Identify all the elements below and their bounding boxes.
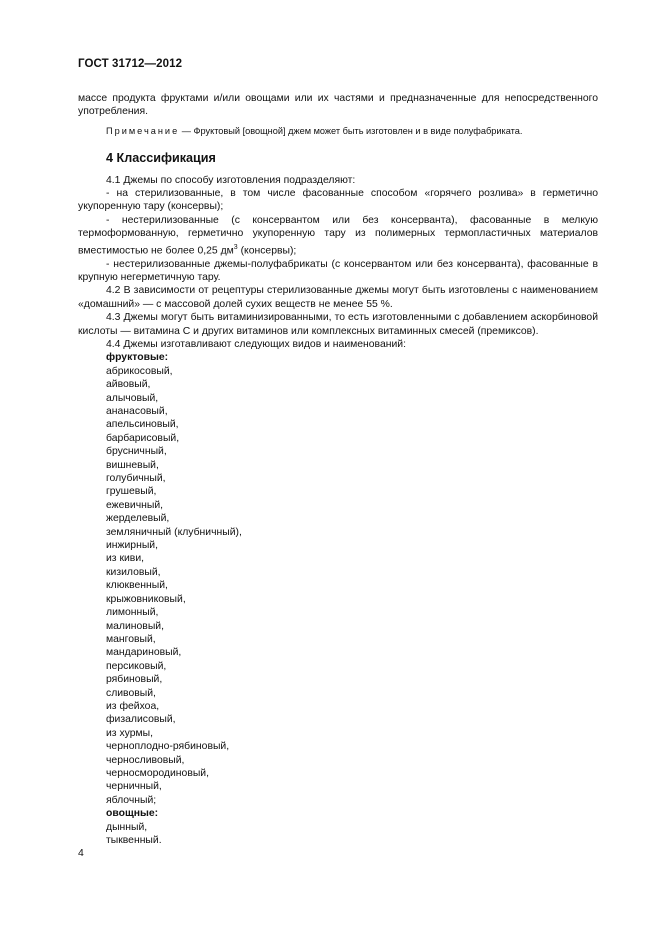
list-item-fruit: черносливовый, bbox=[106, 754, 185, 766]
list-item-fruit: черноплодно-рябиновый, bbox=[106, 741, 230, 753]
category-heading-vegetable: овощные: bbox=[106, 808, 159, 820]
list-item-fruit: грушевый, bbox=[106, 486, 157, 498]
para-4-2: 4.2 В зависимости от рецептуры стерилизованные джемы могут быть изготовлены с наименованием «домашний» — с массовой долей сухих веществ не менее 55 %. bbox=[78, 285, 598, 310]
section-title: 4 Классификация bbox=[106, 151, 216, 166]
list-item-fruit: голубичный, bbox=[106, 473, 166, 485]
intro-continuation: массе продукта фруктами и/или овощами или их частями и предназначенные для непосредственного употребления. bbox=[78, 93, 598, 118]
list-item-fruit: черносмородиновый, bbox=[106, 767, 209, 779]
list-item-fruit: земляничный (клубничный), bbox=[106, 526, 242, 538]
list-item-fruit: абрикосовый, bbox=[106, 365, 173, 377]
list-item-fruit: яблочный; bbox=[106, 794, 157, 806]
list-item-fruit: мандариновый, bbox=[106, 647, 182, 659]
list-item-fruit: айвовый, bbox=[106, 379, 151, 391]
list-item-fruit: физалисовый, bbox=[106, 714, 176, 726]
list-item-fruit: из хурмы, bbox=[106, 727, 154, 739]
para-4-4: 4.4 Джемы изготавливают следующих видов и наименований: bbox=[106, 338, 406, 350]
list-item-fruit: ананасовый, bbox=[106, 406, 168, 417]
list-item-fruit: алычовый, bbox=[106, 392, 159, 404]
para-4-3: 4.3 Джемы могут быть витаминизированными, то есть изготовленными с добавлением аскорбиновой кислоты — витамина С и других витаминов или комплексных витаминных смесей (премиксов). bbox=[78, 312, 598, 337]
note-label: Примечание bbox=[106, 125, 180, 136]
list-item-fruit: кизиловый, bbox=[106, 566, 161, 578]
list-item-fruit: брусничный, bbox=[106, 446, 167, 458]
bullet-nonsterilized bbox=[78, 214, 598, 258]
list-item-fruit: сливовый, bbox=[106, 687, 156, 699]
list-item-fruit: лимонный, bbox=[106, 607, 159, 619]
list-item-fruit: рябиновый, bbox=[106, 674, 163, 686]
bullet-nonsterilized-text: - нестерилизованные (с консервантом или без консерванта), фасованные в мелкую термоформованную, герметично укупоренную тару из полимерных термопластичных материалов вместимостью не более 0,25 дм bbox=[78, 214, 598, 257]
jam-list bbox=[78, 351, 598, 847]
document-header: ГОСТ 31712—2012 bbox=[78, 58, 183, 70]
list-item-fruit: из фейхоа, bbox=[106, 700, 160, 712]
bullet-semifinished: - нестерилизованные джемы-полуфабрикаты (с консервантом или без консерванта), фасованные в крупную негерметичную тару. bbox=[78, 258, 598, 283]
category-heading-fruit: фруктовые: bbox=[106, 352, 169, 364]
note bbox=[78, 125, 598, 138]
page-number: 4 bbox=[78, 848, 84, 859]
bullet-nonsterilized-tail: (консервы); bbox=[237, 245, 297, 257]
bullet-sterilized: - на стерилизованные, в том числе фасованные способом «горячего розлива» в герметично укупоренную тару (консервы); bbox=[78, 188, 598, 213]
list-item-fruit: персиковый, bbox=[106, 660, 167, 672]
list-item-fruit: малиновый, bbox=[106, 620, 164, 632]
document-body bbox=[78, 92, 598, 847]
list-item-vegetable: тыквенный. bbox=[106, 835, 162, 846]
superscript: 3 bbox=[233, 243, 238, 251]
list-item-fruit: апельсиновый, bbox=[106, 419, 179, 431]
list-item-fruit: клюквенный, bbox=[106, 580, 168, 592]
note-text: — Фруктовый [овощной] джем может быть изготовлен и в виде полуфабриката. bbox=[179, 125, 523, 136]
list-item-fruit: крыжовниковый, bbox=[106, 593, 186, 605]
list-item-fruit: из киви, bbox=[106, 553, 145, 565]
list-item-fruit: жерделевый, bbox=[106, 513, 170, 525]
list-item-fruit: инжирный, bbox=[106, 540, 158, 552]
list-item-vegetable: дынный, bbox=[106, 821, 148, 833]
para-4-1: 4.1 Джемы по способу изготовления подразделяют: bbox=[106, 174, 356, 186]
list-item-fruit: черничный, bbox=[106, 781, 162, 793]
list-item-fruit: манговый, bbox=[106, 633, 156, 645]
list-item-fruit: барбарисовый, bbox=[106, 432, 180, 444]
list-item-fruit: вишневый, bbox=[106, 459, 159, 471]
list-item-fruit: ежевичный, bbox=[106, 499, 164, 511]
